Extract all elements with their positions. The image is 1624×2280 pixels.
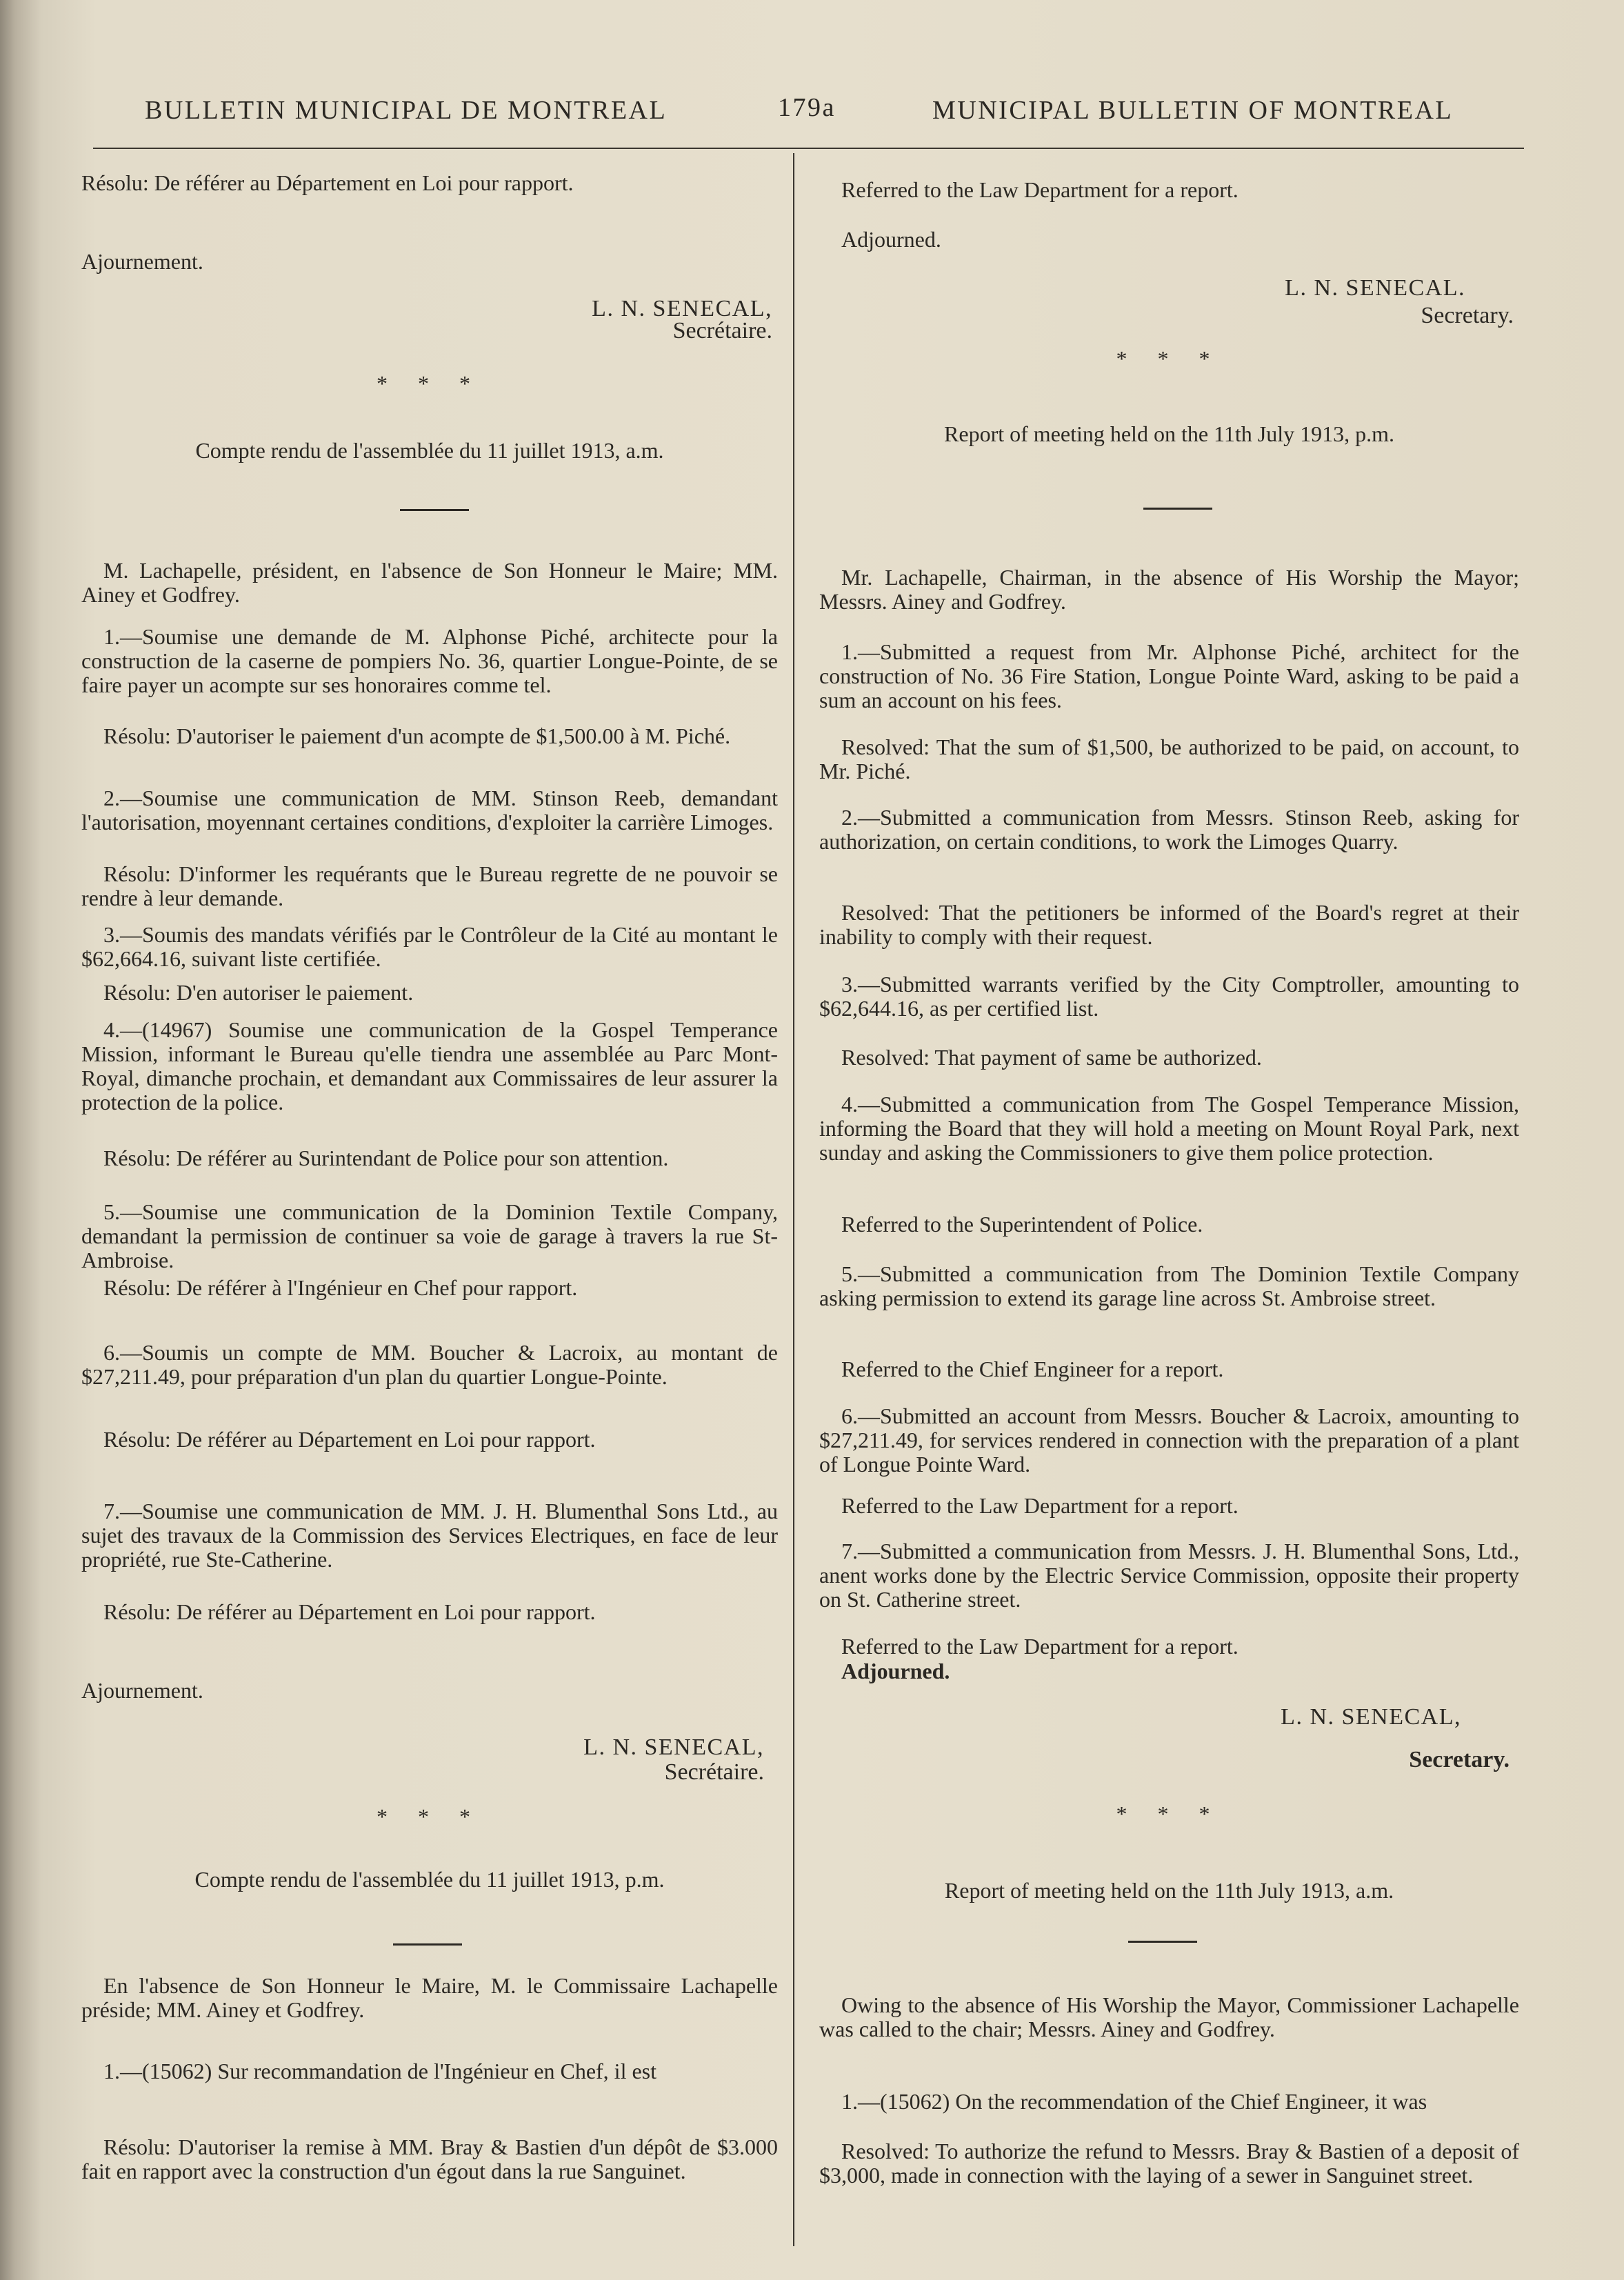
item-1: 1.—Soumise une demande de M. Alphonse Piché, architecte pour la construction de la caserne de pompiers No. 36, quartier Longue-Pointe, de se faire payer un acompte sur ses honoraires comme tel. — [81, 624, 778, 697]
section-stars-2: * * * — [377, 1804, 483, 1829]
item-2-resolution: Résolu: D'informer les requérants que le Bureau regrette de ne pouvoir se rendre à leur demande. — [81, 861, 778, 910]
item-3: 3.—Soumis des mandats vérifiés par le Contrôleur de la Cité au montant le $62,664.16, suivant liste certifiée. — [81, 922, 778, 971]
item-3-resolution: Resolved: That payment of same be authorized. — [841, 1045, 1262, 1070]
separator-dash — [1128, 1941, 1197, 1943]
compte-rendu-pm: Compte rendu de l'assemblée du 11 juillet 1913, p.m. — [194, 1867, 665, 1892]
signature-title: Secrétaire. — [664, 1759, 764, 1785]
section-stars-1: * * * — [377, 371, 483, 396]
item-5-resolution: Referred to the Chief Engineer for a report. — [841, 1357, 1224, 1381]
column-divider — [793, 153, 794, 2246]
header-french-title: BULLETIN MUNICIPAL DE MONTREAL — [145, 96, 668, 125]
report-am-heading: Report of meeting held on the 11th July 1913, a.m. — [944, 1878, 1394, 1903]
signature-name: L. N. SENECAL. — [1285, 275, 1465, 301]
item-6-resolution: Résolu: De référer au Département en Loi pour rapport. — [103, 1427, 596, 1452]
item-1-resolution: Resolved: That the sum of $1,500, be authorized to be paid, on account, to Mr. Piché. — [819, 734, 1519, 783]
presence-1: Mr. Lachapelle, Chairman, in the absence of His Worship the Mayor; Messrs. Ainey and Godfrey. — [819, 565, 1519, 614]
page-number: 179a — [778, 93, 836, 122]
item-5-resolution: Résolu: De référer à l'Ingénieur en Chef pour rapport. — [103, 1275, 578, 1300]
item-7-resolution: Referred to the Law Department for a report. — [841, 1634, 1239, 1659]
compte-rendu-am: Compte rendu de l'assemblée du 11 juillet 1913, a.m. — [195, 438, 664, 463]
signature-1 — [1285, 274, 1514, 330]
separator-dash — [393, 1943, 462, 1946]
item-4: 4.—(14967) Soumise une communication de la Gospel Temperance Mission, informant le Bureau qu'elle tiendra une assemblée au Parc Mont-Royal, dimanche prochain, et demandant aux Commissaires de leur assurer la protection de la police. — [81, 1017, 778, 1114]
separator-dash — [400, 509, 469, 511]
pm-item-1: 1.—(15062) Sur recommandation de l'Ingénieur en Chef, il est — [103, 2059, 656, 2083]
item-3-resolution: Résolu: D'en autoriser le paiement. — [103, 980, 414, 1005]
section-stars-1: * * * — [1116, 346, 1223, 371]
item-2: 2.—Soumise une communication de MM. Stinson Reeb, demandant l'autorisation, moyennant certaines conditions, d'exploiter la carrière Limoges. — [81, 786, 778, 834]
presence-2: Owing to the absence of His Worship the Mayor, Commissioner Lachapelle was called to the chair; Messrs. Ainey and Godfrey. — [819, 1992, 1519, 2041]
item-7-resolution: Résolu: De référer au Département en Loi pour rapport. — [103, 1599, 596, 1624]
signature-name: L. N. SENECAL, — [1281, 1704, 1461, 1730]
item-5: 5.—Submitted a communication from The Dominion Textile Company asking permission to extend its garage line across St. Ambroise street. — [819, 1261, 1519, 1310]
item-2-resolution: Resolved: That the petitioners be informed of the Board's regret at their inability to comply with their request. — [819, 900, 1519, 949]
item-7: 7.—Soumise une communication de MM. J. H. Blumenthal Sons Ltd., au sujet des travaux de la Commission des Services Electriques, en face de leur propriété, rue Ste-Catherine. — [81, 1499, 778, 1572]
item-6: 6.—Soumis un compte de MM. Boucher & Lacroix, au montant de $27,211.49, pour préparation d'un plan du quartier Longue-Pointe. — [81, 1340, 778, 1389]
adjourned-2: Adjourned. — [841, 1659, 950, 1683]
item-1: 1.—Submitted a request from Mr. Alphonse Piché, architect for the construction of No. 36 Fire Station, Longue Pointe Ward, asking to be paid a sum an account on his fees. — [819, 639, 1519, 712]
adjourned-1: Adjourned. — [841, 227, 941, 252]
am-item-1: 1.—(15062) On the recommendation of the Chief Engineer, it was — [841, 2089, 1427, 2114]
resolu-top: Résolu: De référer au Département en Loi pour rapport. — [81, 170, 574, 195]
signature-2 — [583, 1734, 764, 1786]
presence-pm: En l'absence de Son Honneur le Maire, M. le Commissaire Lachapelle préside; MM. Ainey et Godfrey. — [81, 1973, 778, 2022]
item-4-resolution: Résolu: De référer au Surintendant de Police pour son attention. — [103, 1146, 669, 1170]
ajournement-2: Ajournement. — [81, 1678, 203, 1703]
header-english-title: MUNICIPAL BULLETIN OF MONTREAL — [932, 96, 1454, 125]
signature-title: Secretary. — [1409, 1747, 1510, 1772]
separator-dash — [1143, 508, 1212, 510]
signature-2 — [1281, 1703, 1510, 1774]
item-4: 4.—Submitted a communication from The Gospel Temperance Mission, informing the Board that they will hold a meeting on Mount Royal Park, next sunday and asking the Commissioners to give them police protection. — [819, 1092, 1519, 1165]
item-7: 7.—Submitted a communication from Messrs. J. H. Blumenthal Sons, Ltd., anent works done by the Electric Service Commission, opposite their property on St. Catherine street. — [819, 1539, 1519, 1612]
pm-item-1-resolution: Résolu: D'autoriser la remise à MM. Bray & Bastien d'un dépôt de $3.000 fait en rapport avec la construction d'un égout dans la rue Sanguinet. — [81, 2134, 778, 2183]
item-3: 3.—Submitted warrants verified by the City Comptroller, amounting to $62,644.16, as per certified list. — [819, 972, 1519, 1021]
signature-title: Secrétaire. — [672, 318, 772, 343]
section-stars-2: * * * — [1116, 1801, 1223, 1826]
signature-1 — [592, 295, 772, 345]
am-item-1-resolution: Resolved: To authorize the refund to Messrs. Bray & Bastien of a deposit of $3,000, made in connection with the laying of a sewer in Sanguinet street. — [819, 2139, 1519, 2188]
presence-am: M. Lachapelle, président, en l'absence de Son Honneur le Maire; MM. Ainey et Godfrey. — [81, 558, 778, 607]
item-1-resolution: Résolu: D'autoriser le paiement d'un acompte de $1,500.00 à M. Piché. — [103, 723, 731, 748]
item-4-resolution: Referred to the Superintendent of Police. — [841, 1212, 1203, 1237]
item-2: 2.—Submitted a communication from Messrs. Stinson Reeb, asking for authorization, on certain conditions, to work the Limoges Quarry. — [819, 805, 1519, 854]
referred-top: Referred to the Law Department for a report. — [841, 177, 1239, 202]
item-5: 5.—Soumise une communication de la Dominion Textile Company, demandant la permission de continuer sa voie de garage à travers la rue St-Ambroise. — [81, 1199, 778, 1272]
signature-name: L. N. SENECAL, — [592, 296, 772, 321]
header-rule — [93, 148, 1524, 149]
report-pm-heading: Report of meeting held on the 11th July 1913, p.m. — [944, 421, 1394, 446]
running-header — [0, 95, 1624, 137]
signature-name: L. N. SENECAL, — [583, 1734, 764, 1760]
ajournement-1: Ajournement. — [81, 249, 203, 274]
item-6-resolution: Referred to the Law Department for a report. — [841, 1493, 1239, 1518]
signature-title: Secretary. — [1421, 303, 1514, 328]
item-6: 6.—Submitted an account from Messrs. Boucher & Lacroix, amounting to $27,211.49, for services rendered in connection with the preparation of a plant of Longue Pointe Ward. — [819, 1403, 1519, 1477]
